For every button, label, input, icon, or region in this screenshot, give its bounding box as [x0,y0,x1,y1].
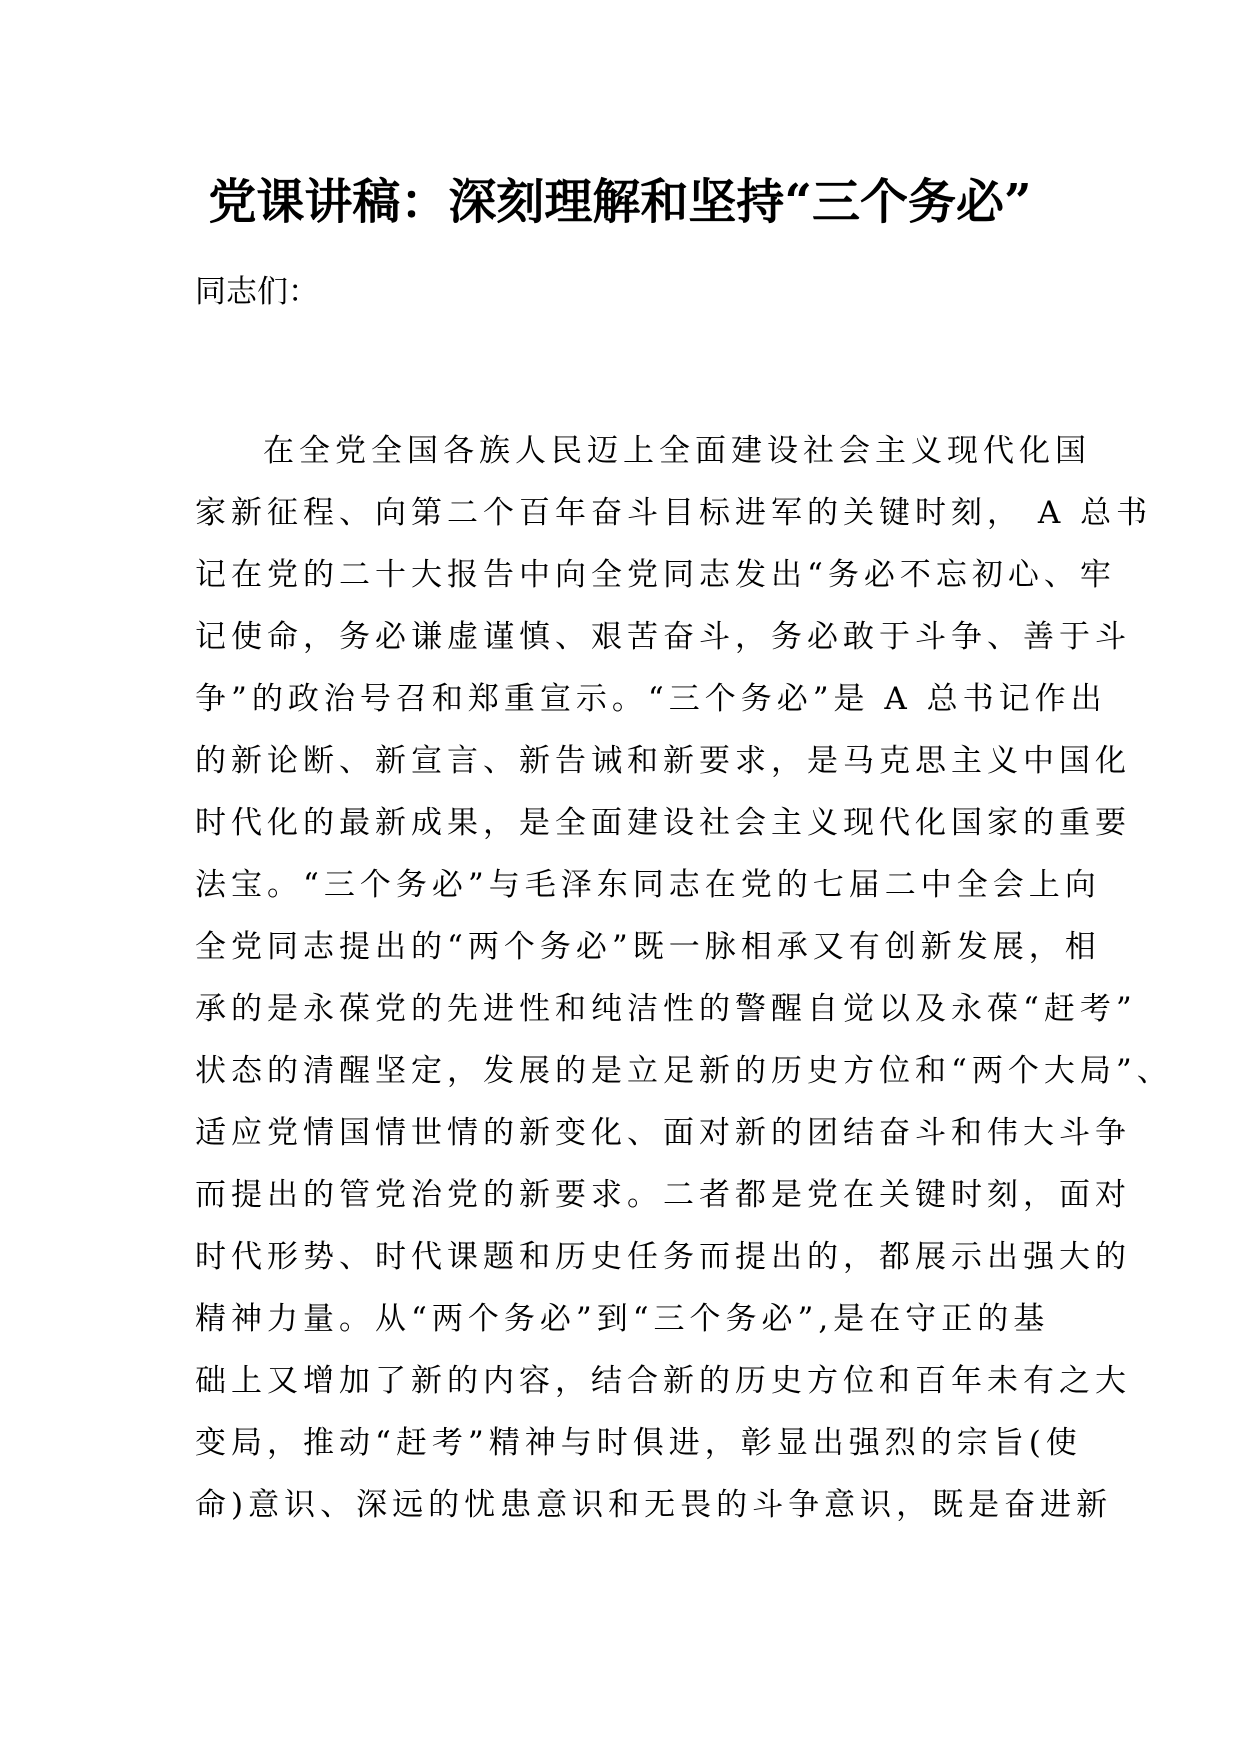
salutation: 同志们： [195,274,319,310]
paragraph-line: 记使命，务必谦虚谨慎、艰苦奋斗，务必敢于斗争、善于斗 [195,619,1131,655]
paragraph-line: 的新论断、新宣言、新告诫和新要求，是马克思主义中国化 [195,743,1131,779]
paragraph-line: 全党同志提出的“两个务必”既一脉相承又有创新发展，相 [195,929,1101,965]
paragraph-line: 争”的政治号召和郑重宣示。“三个务必”是 A 总书记作出 [195,681,1107,717]
paragraph-line: 而提出的管党治党的新要求。二者都是党在关键时刻，面对 [195,1177,1131,1213]
paragraph-line: 础上又增加了新的内容，结合新的历史方位和百年未有之大 [195,1363,1131,1399]
paragraph-line: 家新征程、向第二个百年奋斗目标进军的关键时刻， A 总书 [195,495,1153,531]
paragraph-line: 时代化的最新成果，是全面建设社会主义现代化国家的重要 [195,805,1131,841]
paragraph-line: 命)意识、深远的忧患意识和无畏的斗争意识，既是奋进新 [195,1487,1113,1523]
document-title: 党课讲稿：深刻理解和坚持“三个务必” [208,174,1032,230]
paragraph-line: 状态的清醒坚定，发展的是立足新的历史方位和“两个大局”、 [195,1053,1173,1089]
body-paragraph [195,420,1173,1536]
paragraph-line: 适应党情国情世情的新变化、面对新的团结奋斗和伟大斗争 [195,1115,1131,1151]
paragraph-line: 时代形势、时代课题和历史任务而提出的，都展示出强大的 [195,1239,1131,1275]
paragraph-line: 记在党的二十大报告中向全党同志发出“务必不忘初心、牢 [195,557,1116,593]
paragraph-line: 变局，推动“赶考”精神与时俱进，彰显出强烈的宗旨(使 [195,1425,1082,1461]
paragraph-line: 精神力量。从“两个务必”到“三个务必”,是在守正的基 [195,1301,1050,1337]
paragraph-line: 承的是永葆党的先进性和纯洁性的警醒自觉以及永葆“赶考” [195,991,1137,1027]
paragraph-line: 法宝。“三个务必”与毛泽东同志在党的七届二中全会上向 [195,867,1101,903]
paragraph-line: 在全党全国各族人民迈上全面建设社会主义现代化国 [263,433,1091,469]
